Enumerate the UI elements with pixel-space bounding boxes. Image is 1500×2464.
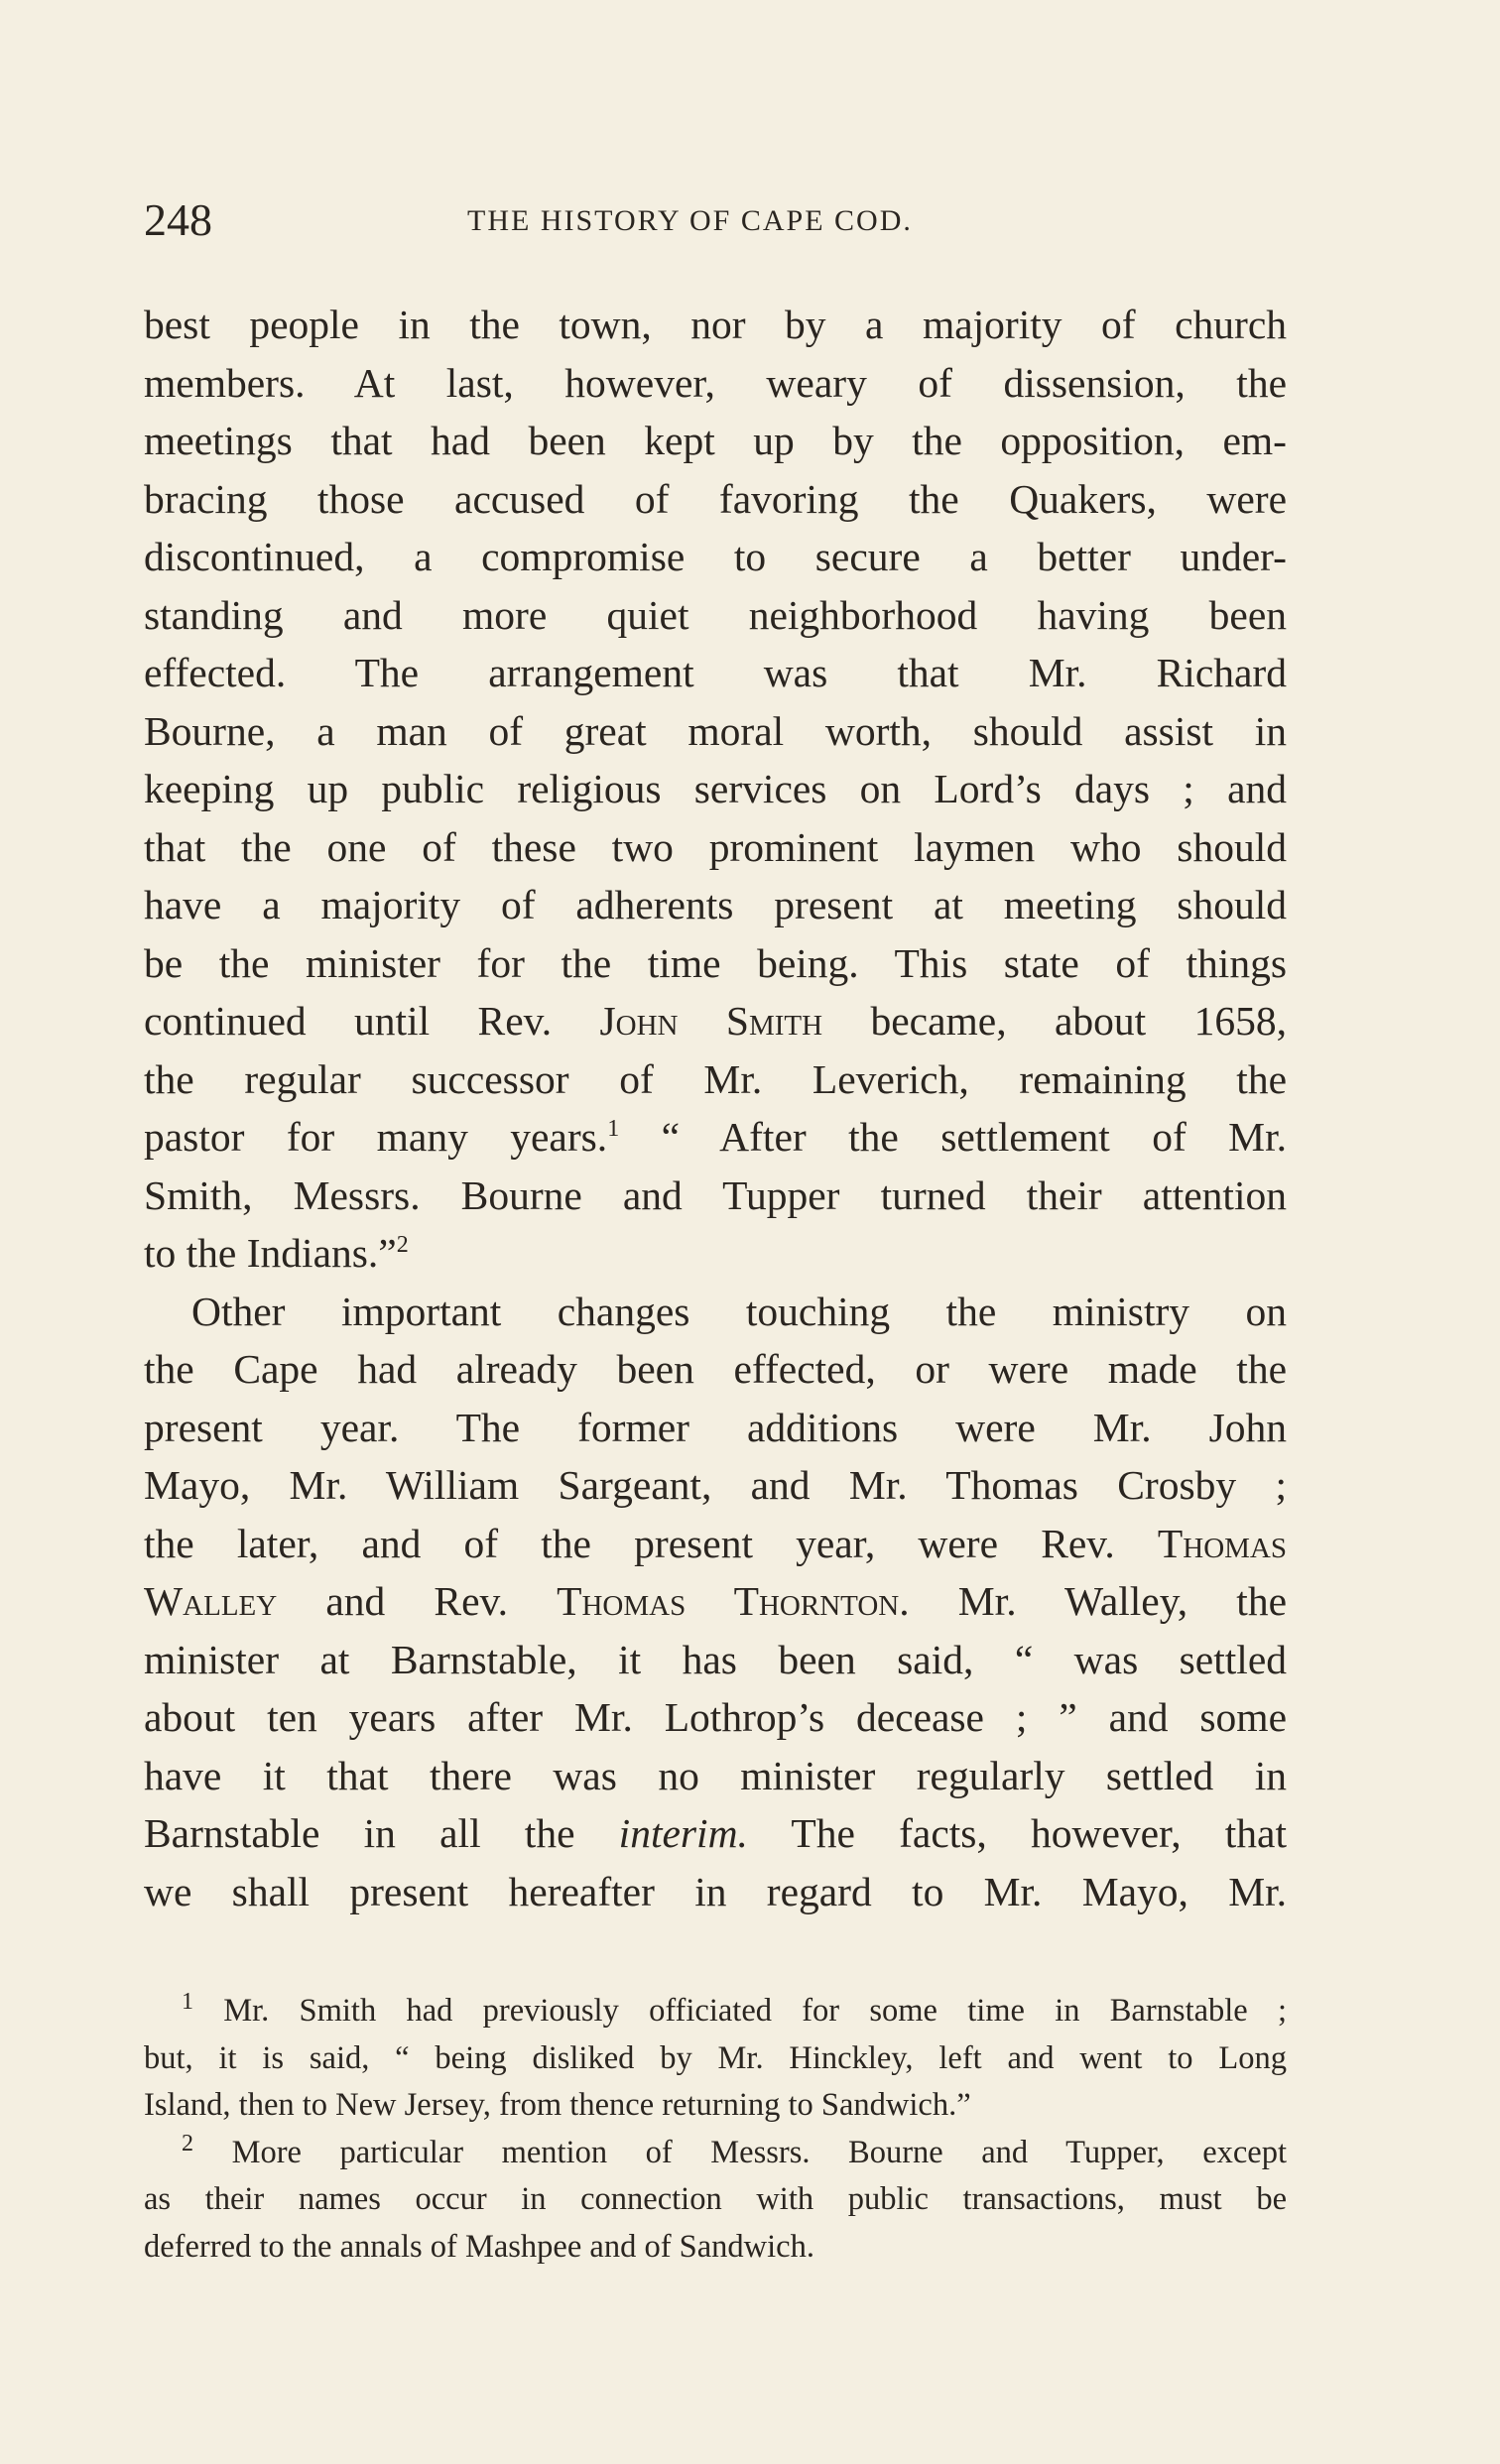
body-line <box>144 1108 1287 1167</box>
body-line: best people in the town, nor by a majority of church <box>144 302 1287 347</box>
body-line: Mayo, Mr. William Sargeant, and Mr. Thomas Crosby ; <box>144 1462 1287 1508</box>
body-line <box>144 1515 1287 1573</box>
footnote-marker: 1 <box>182 1989 193 2016</box>
body-line: that the one of these two prominent laymen who should <box>144 823 1287 870</box>
body-text-run: the later, and of the present year, were Rev. <box>144 1520 1158 1566</box>
body-line: Smith, Messrs. Bourne and Tupper turned their attention <box>144 1171 1287 1218</box>
body-line <box>144 1804 1287 1863</box>
body-line: members. At last, however, weary of dissension, the <box>144 359 1287 406</box>
body-line: discontinued, a compromise to secure a better under- <box>144 534 1287 579</box>
body-line <box>144 992 1287 1050</box>
body-text-run: continued until Rev. <box>144 998 600 1044</box>
body-line: we shall present hereafter in regard to Mr. Mayo, Mr. <box>144 1868 1287 1914</box>
footnote-line <box>144 1988 1287 2035</box>
body-text-run: became, about 1658, <box>822 998 1287 1044</box>
footnote-line: deferred to the annals of Mashpee and of Sandwich. <box>144 2228 814 2265</box>
body-text-run: to the Indians.” <box>144 1230 397 1276</box>
footnote-ref: 1 <box>607 1116 620 1143</box>
running-head <box>144 190 1290 250</box>
footnote-ref: 2 <box>396 1232 409 1259</box>
footnotes <box>144 1988 1287 2271</box>
body-line: the regular successor of Mr. Leverich, remaining the <box>144 1055 1287 1102</box>
footnote-text: More particular mention of Messrs. Bourne and Tupper, except <box>231 2134 1288 2170</box>
body-line: have it that there was no minister regularly settled in <box>144 1752 1287 1798</box>
body-line: about ten years after Mr. Lothrop’s decease ; ” and some <box>144 1694 1287 1740</box>
body-line: bracing those accused of favoring the Quakers, were <box>144 475 1287 522</box>
footnote-text: Mr. Smith had previously officiated for some time in Barnstable ; <box>223 1993 1287 2029</box>
body-line <box>144 1224 1287 1283</box>
page-number: 248 <box>144 194 212 245</box>
footnote-line: Island, then to New Jersey, from thence returning to Sandwich.” <box>144 2087 971 2123</box>
footnote-line: as their names occur in connection with public transactions, must be <box>144 2181 1287 2217</box>
body-line <box>144 1572 1287 1631</box>
body-line: standing and more quiet neighborhood having been <box>144 591 1287 638</box>
body-text-run: Mr. Walley, the <box>909 1578 1288 1624</box>
person-name-smallcaps: Thomas Thornton. <box>557 1578 910 1624</box>
running-title: THE HISTORY OF CAPE COD. <box>467 204 913 237</box>
body-line: effected. The arrangement was that Mr. Richard <box>144 650 1287 695</box>
body-line: the Cape had already been effected, or were made the <box>144 1346 1287 1392</box>
body-line-paragraph-start: Other important changes touching the ministry on <box>191 1288 1287 1334</box>
body-text-run: The facts, however, that <box>747 1810 1287 1856</box>
person-name-smallcaps: Thomas <box>1157 1520 1287 1566</box>
person-name-smallcaps: Walley <box>144 1578 278 1624</box>
person-name-smallcaps: John Smith <box>599 998 823 1044</box>
body-line: keeping up public religious services on Lord’s days ; and <box>144 766 1287 811</box>
footnote-line: but, it is said, “ being disliked by Mr. Hinckley, left and went to Long <box>144 2039 1287 2076</box>
body-line: be the minister for the time being. This state of things <box>144 939 1287 986</box>
italic-word: interim. <box>618 1810 748 1856</box>
body-line: meetings that had been kept up by the opposition, em- <box>144 418 1287 463</box>
body-line: Bourne, a man of great moral worth, should assist in <box>144 707 1287 754</box>
body-text-run: Barnstable in all the <box>144 1810 619 1856</box>
body-line: have a majority of adherents present at meeting should <box>144 882 1287 927</box>
footnote-line <box>144 2130 1287 2177</box>
body-text <box>144 296 1287 1920</box>
body-line: present year. The former additions were Mr. John <box>144 1404 1287 1450</box>
body-text-run: pastor for many years. <box>144 1114 608 1160</box>
footnote-marker: 2 <box>182 2130 193 2156</box>
body-text-run: and Rev. <box>277 1578 558 1624</box>
body-line: minister at Barnstable, it has been said, “ was settled <box>144 1636 1287 1682</box>
body-text-run: “ After the settlement of Mr. <box>619 1114 1287 1160</box>
